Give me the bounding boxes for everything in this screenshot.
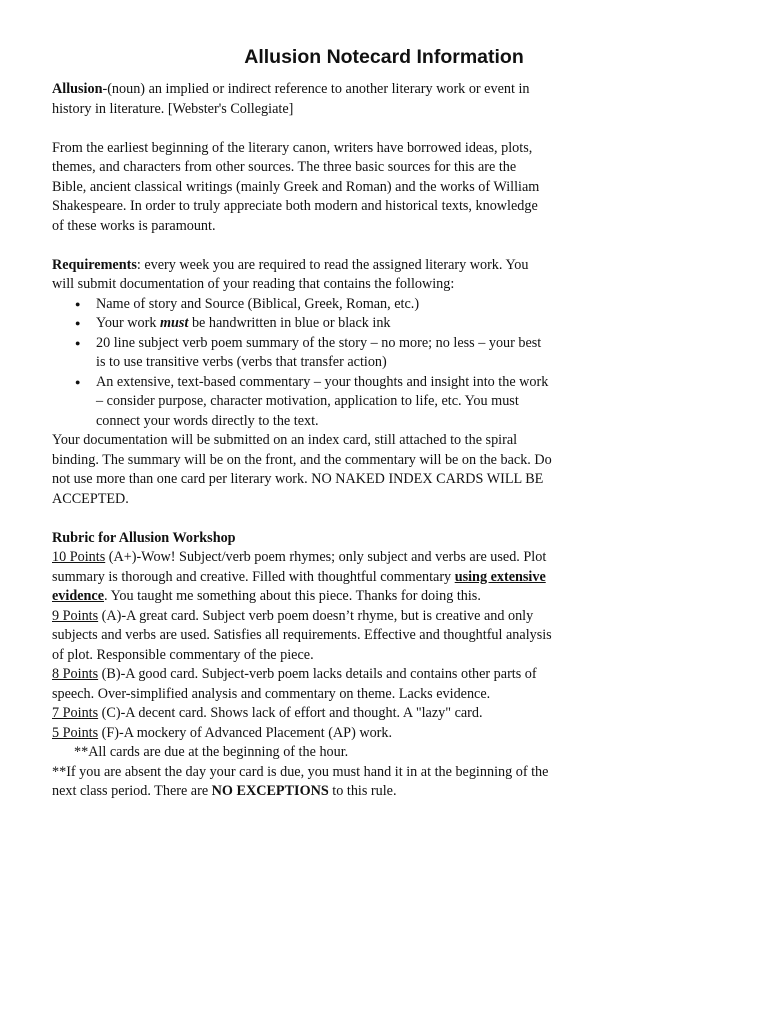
requirements-paragraph [52,256,552,295]
requirement-text: be handwritten in blue or black ink [188,315,391,331]
rubric-item-10 [52,548,552,607]
no-exceptions-emphasis: NO EXCEPTIONS [211,783,329,799]
rubric-text: . You taught me something about this piece. Thanks for doing this. [104,588,481,604]
points-label: 5 Points [52,724,99,741]
requirements-text: : every week you are required to read the assigned literary work. You will submit documentation of your reading that contains the following: [52,256,529,292]
requirement-text: Your work [96,315,160,331]
rubric-text: (B)-A good card. Subject-verb poem lacks details and contains other parts of speech. Over-simplified analysis and commentary on theme. Lacks evidence. [52,666,537,702]
rubric-text: (A+)-Wow! Subject/verb poem rhymes; only subject and verbs are used. Plot summary is thorough and creative. Filled with thoughtful commentary [52,549,547,585]
requirement-item-handwritten [96,314,552,334]
points-label: 8 Points [52,666,99,682]
evidence-emphasis: using extensive evidence [52,568,546,604]
document-page [52,44,552,802]
allusion-definition [52,80,552,119]
intro-paragraph: From the earliest beginning of the literary canon, writers have borrowed ideas, plots, themes, and characters from other sources. The three basic sources for this are the Bible, ancient classical writings (mainly Greek and Roman) and the works of William Shakespeare. In order to truly appreciate both modern and historical texts, knowledge of these works is paramount. [52,139,540,234]
due-note: **All cards are due at the beginning of the hour. [74,744,349,760]
points-label: 9 Points [52,607,99,624]
rubric-item-7 [52,704,552,724]
rubric-text: (C)-A decent card. Shows lack of effort and thought. A "lazy" card. [98,705,483,721]
absent-note [52,763,552,802]
spacer [52,236,552,256]
document-title: Allusion Notecard Information [244,46,524,68]
rubric-text: (F)-A mockery of Advanced Placement (AP) work. [98,724,393,741]
requirements-list [52,295,552,432]
absent-text: **If you are absent the day your card is due, you must hand it in at the beginning of the next class period. There are [52,763,549,799]
requirement-item-poem: ● 20 line subject verb poem summary of the story – no more; no less – your best is to use transitive verbs (verbs that transfer action) [96,334,552,373]
points-label: 7 Points [52,705,99,721]
requirement-item-source: ● Name of story and Source (Biblical, Greek, Roman, etc.) [96,295,552,315]
requirement-item-commentary: ● An extensive, text-based commentary – your thoughts and insight into the work – consider purpose, character motivation, application to life, etc. You must connect your words directly to the text. [96,373,552,432]
points-label: 10 Points [52,549,106,565]
documentation-paragraph: Your documentation will be submitted on an index card, still attached to the spiral binding. The summary will be on the front, and the commentary will be on the back. Do not use more than one card per literary work. NO NAKED INDEX CARDS WILL BE ACCEPTED. [52,432,552,507]
rubric-item-9 [52,607,552,666]
definition-text: -(noun) an implied or indirect reference to another literary work or event in history in literature. [Webster's Collegiate] [52,81,530,117]
requirements-label: Requirements [52,256,137,273]
rubric-item-8 [52,665,552,704]
spacer [52,509,552,529]
definition-term: Allusion [52,81,103,97]
rubric-heading: Rubric for Allusion Workshop [52,529,236,546]
absent-text: to this rule. [328,783,397,799]
rubric-item-5 [52,724,552,744]
must-emphasis: must [160,315,189,331]
spacer [52,119,552,139]
rubric-text: (A)-A great card. Subject verb poem doesn’t rhyme, but is creative and only subjects and verbs are used. Satisfies all requirements. Effective and thoughtful analysis of plot. Responsible commentary of the piece. [52,607,552,663]
